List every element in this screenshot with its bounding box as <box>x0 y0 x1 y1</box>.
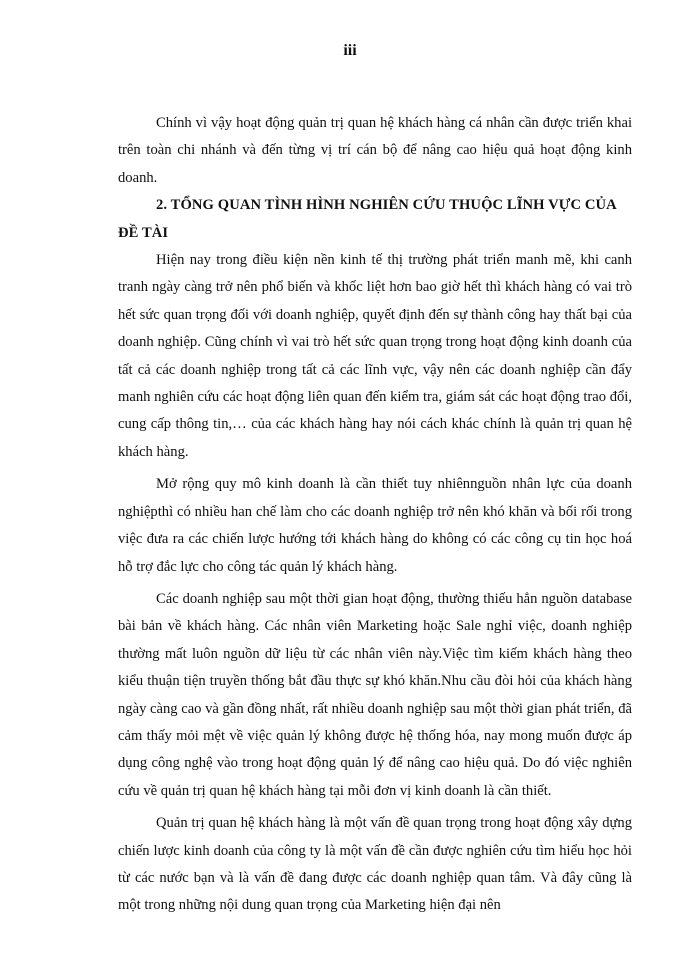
paragraph-crm-importance: Quản trị quan hệ khách hàng là một vấn đề quan trọng trong hoạt động xây dựng chiến lược kinh doanh của công ty là một vấn đề cần được nghiên cứu tìm hiểu học hỏi từ các nước bạn và là vấn đề đang được các doanh nghiệp quan tâm. Và đây cũng là một trong những nội dung quan trọng của Marketing hiện đại nên <box>118 815 632 914</box>
document-body <box>118 110 632 920</box>
paragraph-overview: Hiện nay trong điều kiện nền kinh tế thị trường phát triển manh mẽ, khi canh tranh ngày càng trở nên phổ biến và khốc liệt hơn bao giờ hết thì khách hàng có vai trò hết sức quan trọng đối với doanh nghiệp, quyết định đến sự thành công hay thất bại của doanh nghiệp. Cũng chính vì vai trò hết sức quan trọng trong hoạt động kinh doanh của tất cả các doanh nghiệp trong tất cả các lĩnh vực, vậy nên các doanh nghiệp cần đẩy manh nghiên cứu các hoạt động liên quan đến kiểm tra, giám sát các hoạt động trao đổi, cung cấp thông tin,… của các khách hàng hay nói cách khác chính là quản trị quan hệ khách hàng. <box>118 252 632 460</box>
paragraph-scale: Mở rộng quy mô kinh doanh là cần thiết tuy nhiênnguồn nhân lực của doanh nghiệpthì có nhiều han chế làm cho các doanh nghiệp trở nên khó khăn và bối rối trong việc đưa ra các chiến lược hướng tới khách hàng do không có các công cụ tin học hoá hỗ trợ đắc lực cho công tác quản lý khách hàng. <box>118 476 632 575</box>
section-heading: 2. TỔNG QUAN TÌNH HÌNH NGHIÊN CỨU THUỘC LĨNH VỰC CỦA ĐỀ TÀI <box>118 197 616 241</box>
paragraph-intro: Chính vì vậy hoạt động quản trị quan hệ khách hàng cá nhân cần được triển khai trên toàn chi nhánh và đến từng vị trí cán bộ để nâng cao hiệu quả hoạt động kinh doanh. <box>118 115 632 186</box>
page-number: iii <box>343 42 357 59</box>
paragraph-database: Các doanh nghiệp sau một thời gian hoạt động, thường thiếu hẳn nguồn database bài bản về khách hàng. Các nhân viên Marketing hoặc Sale nghỉ việc, doanh nghiệp thường mất luôn nguồn dữ liệu từ các nhân viên này.Việc tìm kiếm khách hàng theo kiểu thuận tiện truyền thống bắt đầu thực sự khó khăn.Nhu cầu đòi hỏi của khách hàng ngày càng cao và gần đồng nhất, rất nhiều doanh nghiệp sau một thời gian phát triển, đã cảm thấy mỏi mệt về việc quản lý không được hệ thống hóa, nay mong muốn được áp dụng công nghệ vào trong hoạt động quản lý để nâng cao hiệu quả. Do đó việc nghiên cứu về quản trị quan hệ khách hàng tại mỗi đơn vị kinh doanh là cần thiết. <box>118 590 632 799</box>
